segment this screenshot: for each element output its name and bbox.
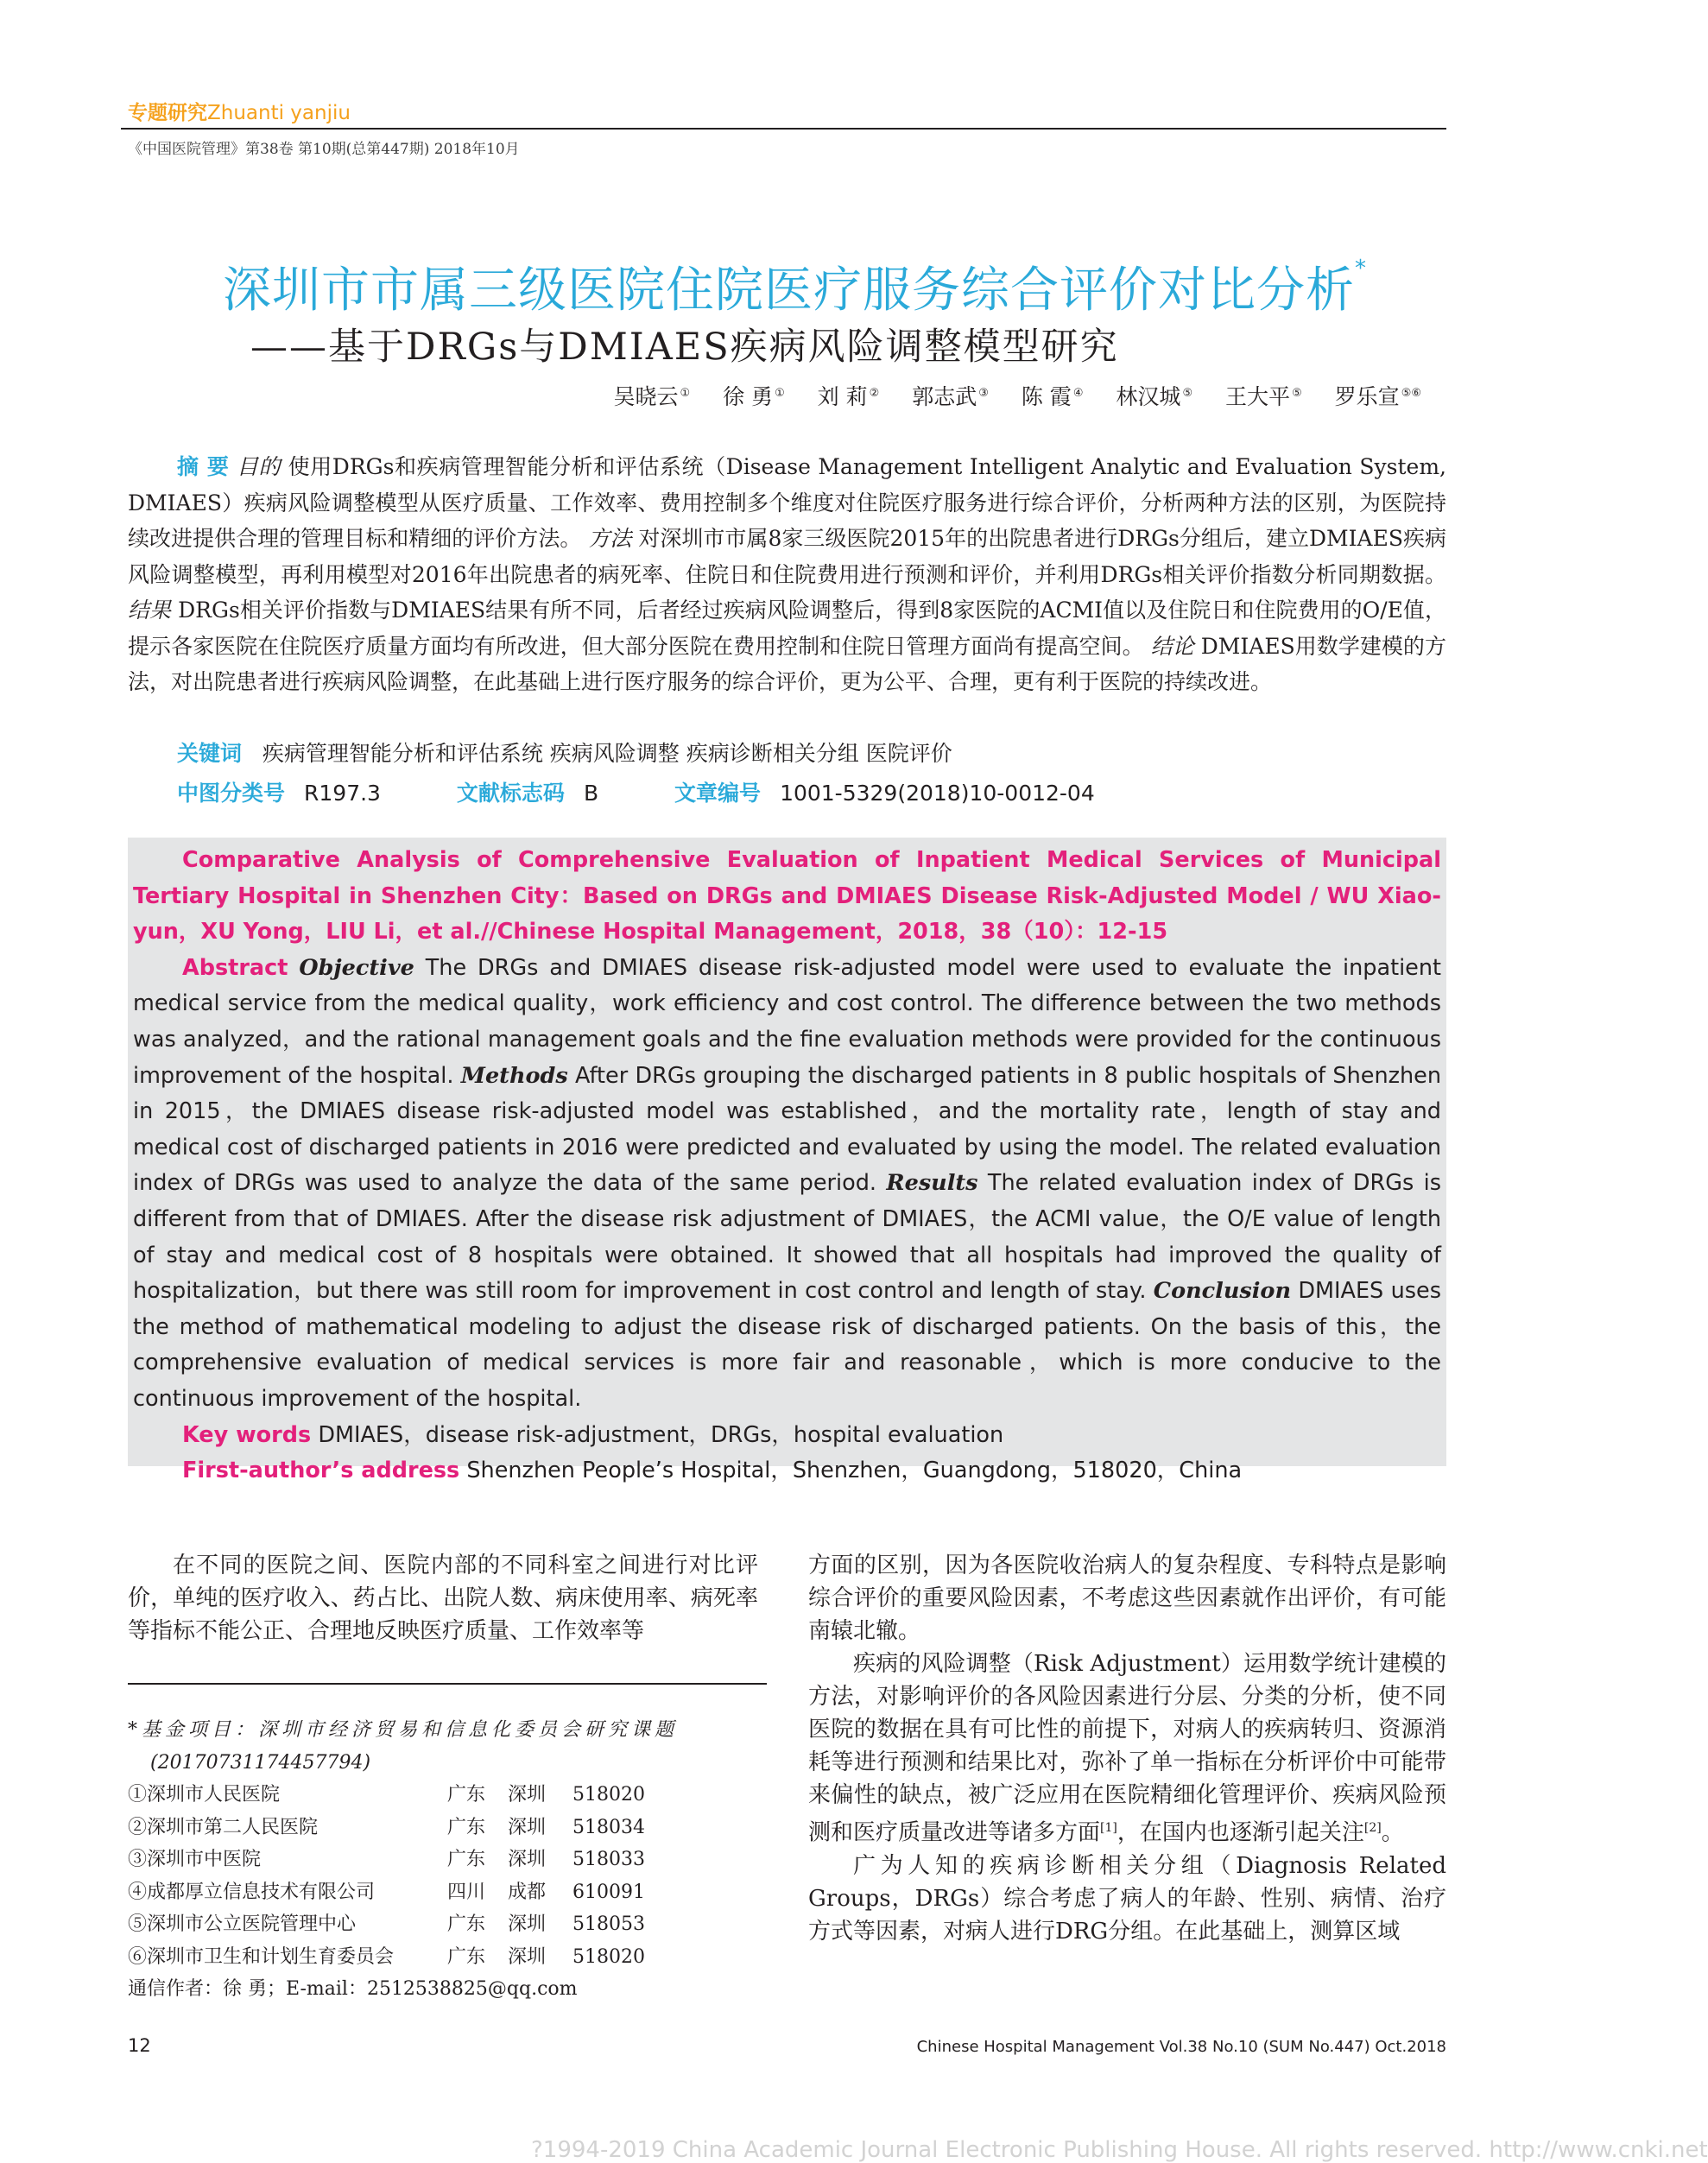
affiliation: ②深圳市第二人民医院 广东 深圳 518034 bbox=[128, 1816, 645, 1838]
body-paragraph: 广为人知的疾病诊断相关分组（Diagnosis Related Groups，DRGs）综合考虑了病人的年龄、性别、病情、治疗方式等因素，对病人进行DRG分组。在此基础上，测算区域 bbox=[808, 1852, 1446, 1945]
journal-issue-line: 《中国医院管理》第38卷 第10期(总第447期) 2018年10月 bbox=[128, 141, 520, 158]
article-number-label: 文章编号 bbox=[674, 781, 762, 806]
classification-line bbox=[177, 776, 1095, 807]
class-value: R197.3 bbox=[304, 781, 381, 806]
results-en-text: The related evaluation index of DRGs is different from that of DMIAES. After the disease risk adjustment of DMIAES，the ACMI value，the O/E value of length of stay and medical cost of 8 hospitals were obtained. It showed that all hospitals had improved the quality of hospitalization，but there was still room for improvement in cost control and length of stay. bbox=[133, 1170, 1441, 1305]
abstract-en-title: Comparative Analysis of Comprehensive Evaluation of Inpatient Medical Services of Municipal Tertiary Hospital in Shenzhen City：Based on DRGs and DMIAES Disease Risk-Adjusted Model / WU Xiao-yun，XU Yong，LIU Li，et al.//Chinese Hospital Management，2018，38（10）：12-15 bbox=[133, 847, 1441, 946]
objective-label: 目的 bbox=[236, 454, 282, 479]
body-paragraph: 疾病的风险调整（Risk Adjustment）运用数学统计建模的方法，对影响评价的各风险因素进行分层、分类的分析，使不同医院的数据在具有可比性的前提下，对病人的疾病转归、资源消耗等进行预测和结果比对，弥补了单一指标在分析评价中可能带来偏性的缺点，被广泛应用在医院精细化管理评价、疾病风险预测和医疗质量改进等诸多方面[1]，在国内也逐渐引起关注[2]。 bbox=[808, 1651, 1446, 1846]
author-list bbox=[587, 380, 1421, 411]
affiliation: ③深圳市中医院 广东 深圳 518033 bbox=[128, 1849, 645, 1870]
objective-text: 使用DRGs和疾病管理智能分析和评估系统（Disease Management Intelligent Analytic and Evaluation System, DMIAES）疾病风险调整模型从医疗质量、工作效率、费用控制多个维度对住院医疗服务进行综合评价，分析两种方法的区别，为医院持续改进提供合理的管理目标和精细的评价方法。 bbox=[128, 454, 1446, 551]
article-title bbox=[0, 252, 1590, 321]
body-paragraph: 在不同的医院之间、医院内部的不同科室之间进行对比评价，单纯的医疗收入、药占比、出院人数、病床使用率、病死率等指标不能公正、合理地反映医疗质量、工作效率等 bbox=[128, 1553, 758, 1644]
section-label-cn: 专题研究 bbox=[128, 102, 207, 124]
page-number: 12 bbox=[128, 2035, 151, 2056]
author: 王大平 ⑤ bbox=[1225, 384, 1302, 409]
doc-code-label: 文献标志码 bbox=[456, 781, 565, 806]
abstract-cn bbox=[128, 449, 1446, 700]
class-label: 中图分类号 bbox=[177, 781, 286, 806]
abstract-en-body bbox=[133, 951, 1441, 1418]
affiliation: ①深圳市人民医院 广东 深圳 518020 bbox=[128, 1784, 645, 1806]
conclusion-en-text: DMIAES uses the method of mathematical modeling to adjust the disease risk of discharged patients. On the basis of this，the comprehensive evaluation of medical services is more fair and reasonable，which is more conducive to the continuous improvement of the hospital. bbox=[133, 1278, 1442, 1412]
methods-en-label: Methods bbox=[460, 1062, 568, 1089]
keywords-cn bbox=[177, 737, 952, 768]
citation: [2] bbox=[1363, 1821, 1382, 1835]
author: 徐 勇 ① bbox=[723, 384, 785, 409]
citation: [1] bbox=[1100, 1821, 1117, 1835]
results-text: DRGs相关评价指数与DMIAES结果有所不同，后者经过疾病风险调整后，得到8家医院的ACMI值以及住院日和住院费用的O/E值，提示各家医院在住院医疗质量方面均有所改进，但大部分医院在费用控制和住院日管理方面尚有提高空间。 bbox=[128, 598, 1446, 659]
author: 吴晓云 ① bbox=[613, 384, 691, 409]
methods-text: 对深圳市市属8家三级医院2015年的出院患者进行DRGs分组后，建立DMIAES疾病风险调整模型，再利用模型对2016年出院患者的病死率、住院日和住院费用进行预测和评价，并利用DRGs相关评价指数分析同期数据。 bbox=[128, 526, 1446, 587]
abstract-en-label: Abstract bbox=[182, 954, 288, 981]
section-label-pinyin: Zhuanti yanjiu bbox=[207, 102, 351, 124]
address-en-label: First-author’s address bbox=[182, 1458, 460, 1484]
abstract-label: 摘 要 bbox=[177, 454, 230, 479]
objective-en-text: The DRGs and DMIAES disease risk-adjusted model were used to evaluate the inpatient medical service from the medical quality，work efficiency and cost control. The difference between the two methods was analyzed，and the rational management goals and the fine evaluation methods were provided for the continuous improvement of the hospital. bbox=[133, 954, 1442, 1089]
author: 刘 莉 ② bbox=[817, 384, 880, 409]
affiliation: ④成都厚立信息技术有限公司 四川 成都 610091 bbox=[128, 1881, 645, 1903]
section-header bbox=[128, 97, 351, 125]
author: 陈 霞 ④ bbox=[1021, 384, 1084, 409]
title-footnote-mark: * bbox=[1355, 256, 1367, 281]
conclusion-label: 结论 bbox=[1150, 633, 1194, 659]
fund-note: *基金项目：深圳市经济贸易和信息化委员会研究课题 bbox=[128, 1719, 679, 1741]
footnotes bbox=[128, 1714, 767, 2006]
body-right-column bbox=[808, 1549, 1446, 1948]
keywords-en bbox=[133, 1418, 1441, 1454]
fund-note-number: (20170731174457794) bbox=[150, 1751, 371, 1774]
conclusion-text: DMIAES用数学建模的方法，对出院患者进行疾病风险调整，在此基础上进行医疗服务的综合评价，更为公平、合理，更有利于医院的持续改进。 bbox=[128, 633, 1446, 694]
keywords-label: 关键词 bbox=[177, 741, 243, 766]
author: 郭志武 ③ bbox=[912, 384, 989, 409]
methods-en-text: After DRGs grouping the discharged patients in 8 public hospitals of Shenzhen in 2015，the DMIAES disease risk-adjusted model was established，and the mortality rate，length of stay and medical cost of discharged patients in 2016 were predicted and evaluated by using the model. The related evaluation index of DRGs was used to analyze the data of the same period. bbox=[133, 1062, 1442, 1197]
affiliation: ⑥深圳市卫生和计划生育委员会 广东 深圳 518020 bbox=[128, 1945, 645, 1968]
methods-label: 方法 bbox=[588, 526, 632, 551]
objective-en-label: Objective bbox=[299, 954, 414, 981]
keywords-en-label: Key words bbox=[182, 1421, 312, 1448]
author-address-en bbox=[133, 1453, 1441, 1489]
keywords-text: 疾病管理智能分析和评估系统 疾病风险调整 疾病诊断相关分组 医院评价 bbox=[262, 741, 952, 766]
header-rule bbox=[121, 128, 1446, 130]
footer-journal-info: Chinese Hospital Management Vol.38 No.10 (SUM No.447) Oct.2018 bbox=[916, 2038, 1446, 2056]
copyright-watermark: ?1994-2019 China Academic Journal Electronic Publishing House. All rights reserved. http://www.cnki.net bbox=[531, 2137, 1708, 2163]
conclusion-en-label: Conclusion bbox=[1153, 1278, 1291, 1305]
footnote-rule bbox=[128, 1683, 767, 1685]
article-subtitle: ——基于DRGs与DMIAES疾病风险调整模型研究 bbox=[250, 326, 1119, 369]
abstract-en-box bbox=[128, 838, 1446, 1484]
doc-code-value: B bbox=[583, 781, 599, 806]
address-en-text: Shenzhen People’s Hospital，Shenzhen，Guangdong，518020，China bbox=[466, 1458, 1243, 1484]
article-title-text: 深圳市市属三级医院住院医疗服务综合评价对比分析 bbox=[223, 262, 1355, 319]
corresponding-author: 通信作者：徐 勇；E-mail：2512538825@qq.com bbox=[128, 1978, 578, 2000]
article-number-value: 1001-5329(2018)10-0012-04 bbox=[780, 781, 1095, 806]
body-paragraph: 方面的区别，因为各医院收治病人的复杂程度、专科特点是影响综合评价的重要风险因素，不考虑这些因素就作出评价，有可能南辕北辙。 bbox=[808, 1553, 1446, 1644]
author: 林汉城 ⑤ bbox=[1116, 384, 1193, 409]
results-label: 结果 bbox=[128, 598, 172, 623]
results-en-label: Results bbox=[886, 1170, 978, 1197]
author: 罗乐宣 ⑤⑥ bbox=[1334, 384, 1421, 409]
keywords-en-text: DMIAES，disease risk-adjustment，DRGs，hospital evaluation bbox=[318, 1421, 1004, 1448]
body-left-column bbox=[128, 1549, 758, 1648]
affiliation: ⑤深圳市公立医院管理中心 广东 深圳 518053 bbox=[128, 1913, 645, 1935]
